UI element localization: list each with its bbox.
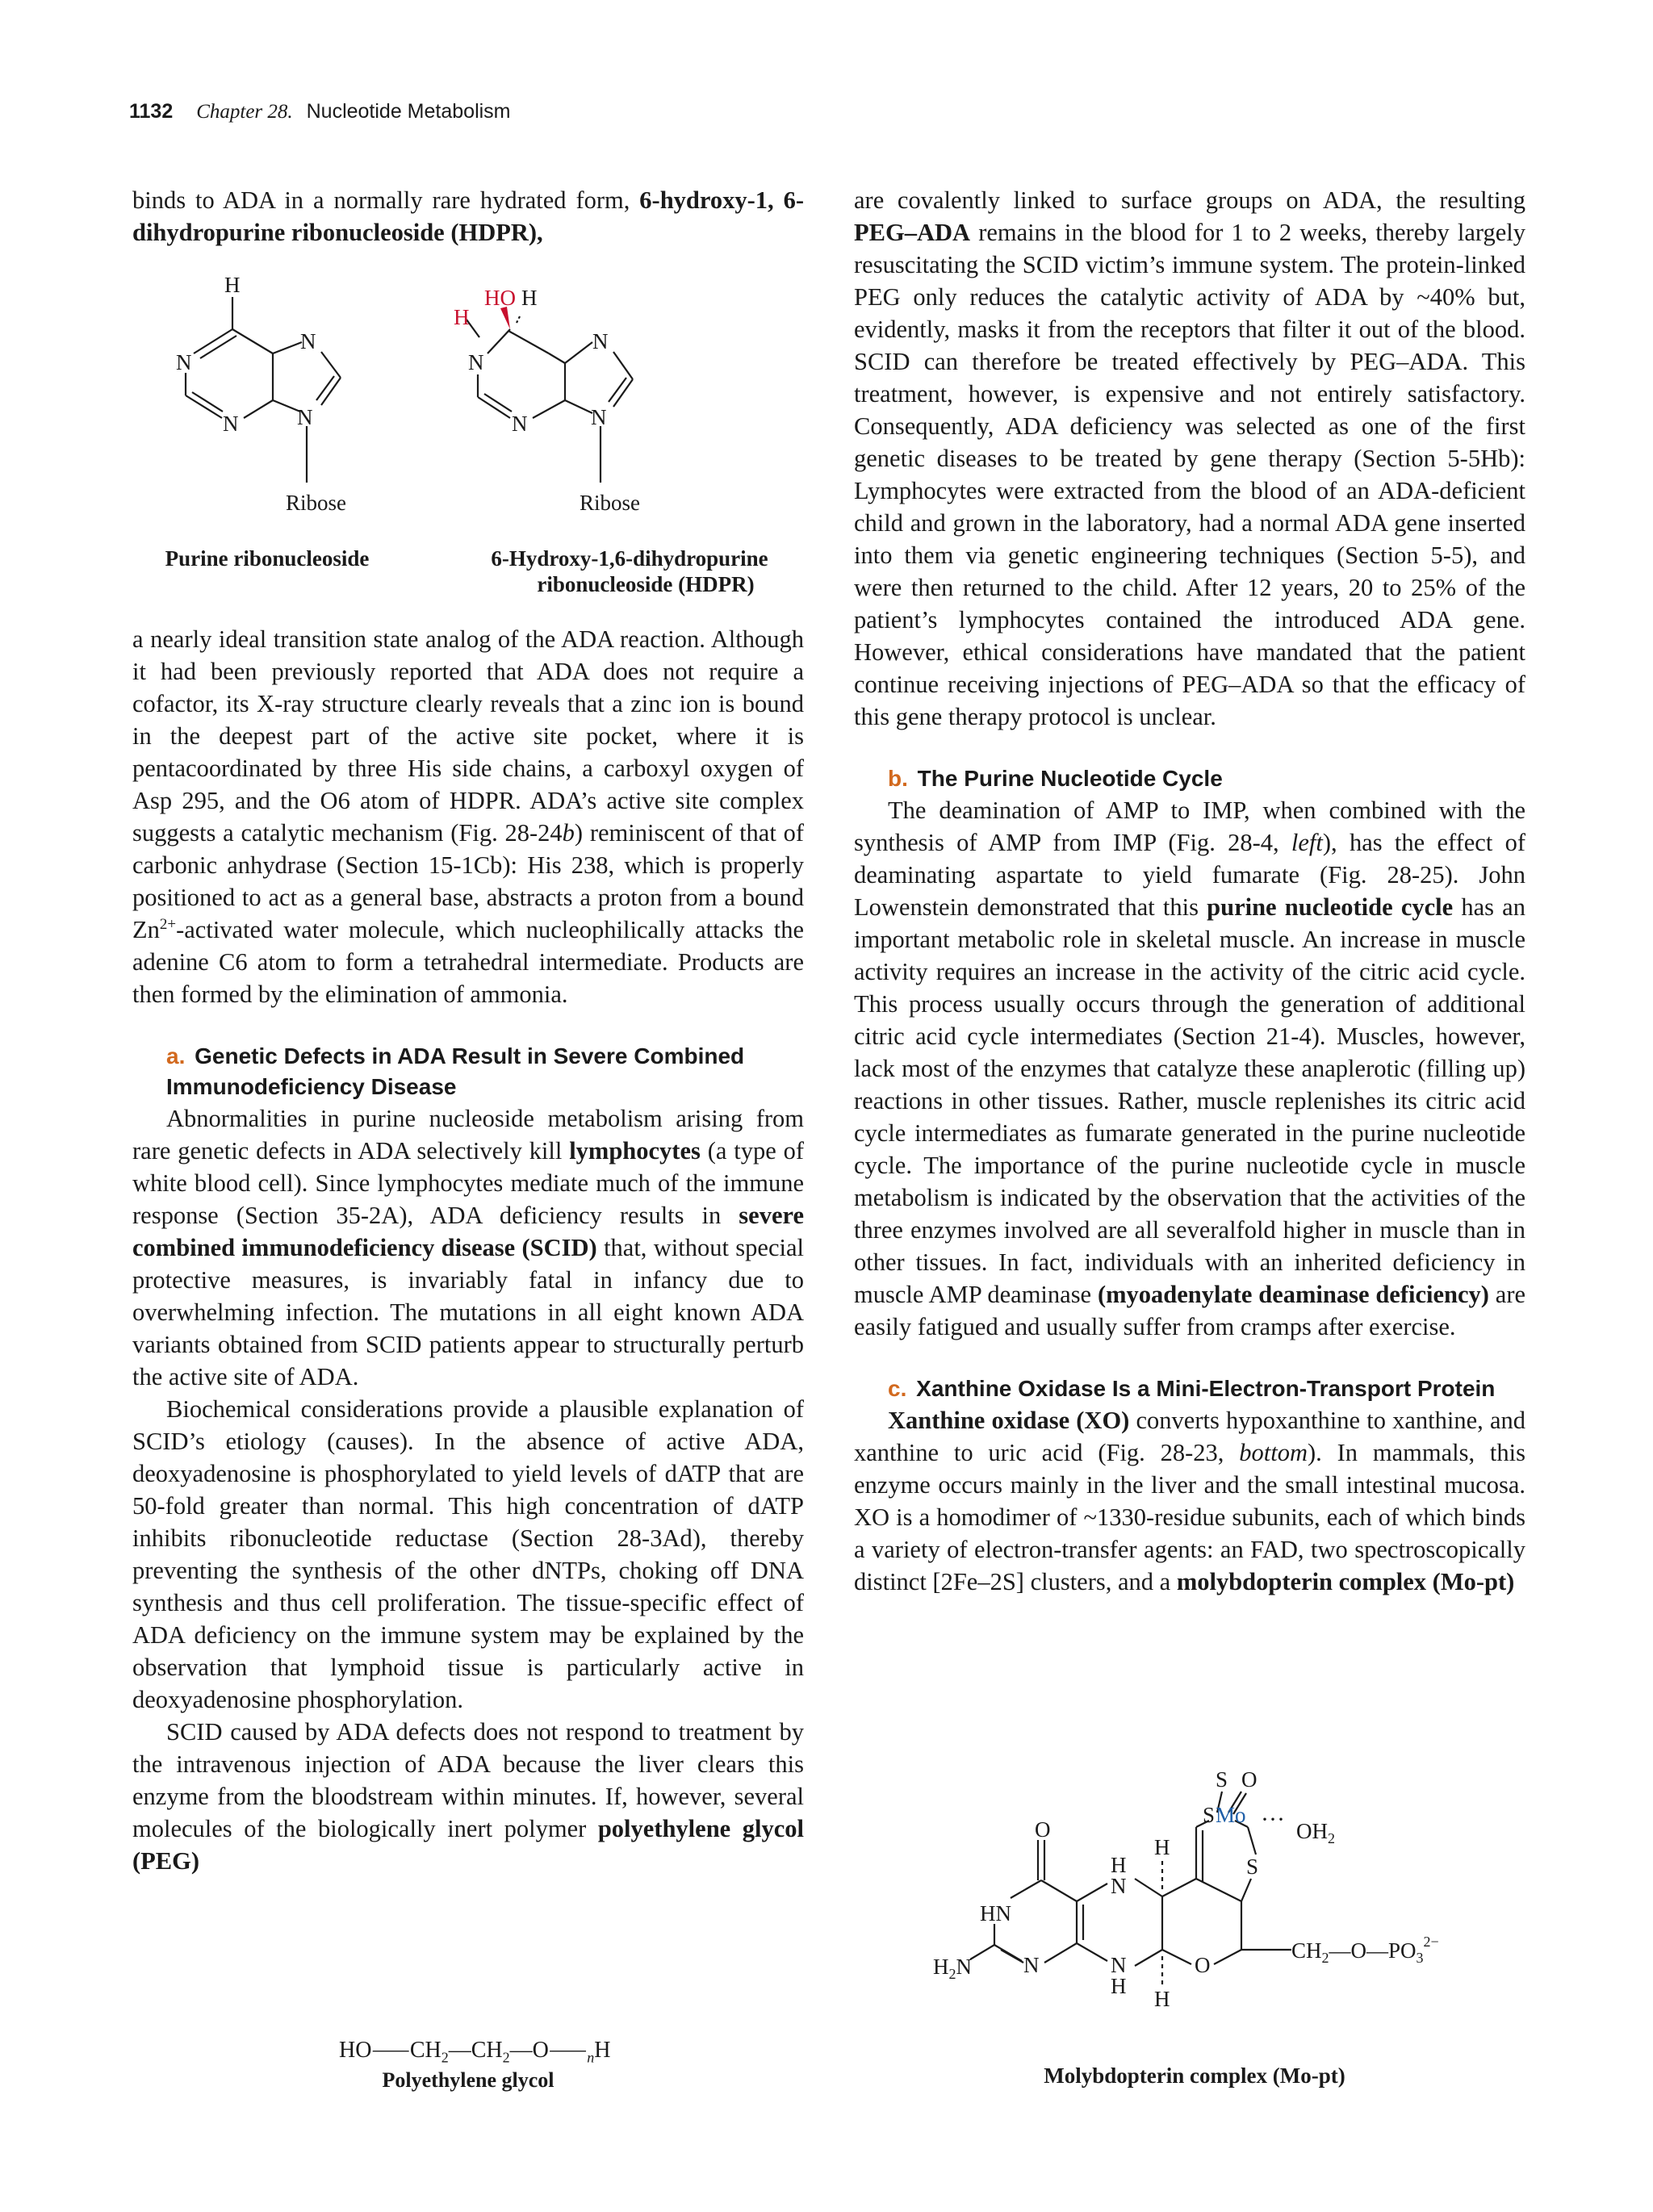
atom-label: O xyxy=(1195,1953,1211,1977)
text-run: (a type of white blood cell). Since lymphocytes mediate much of the immune response (Section 35-2A), ADA deficiency results in xyxy=(132,1137,804,1229)
caption-line: 6-Hydroxy-1,6-dihydropurine xyxy=(491,546,768,571)
purine-structures-svg xyxy=(129,266,807,533)
text-run: are easily fatigued and usually suffer from cramps after exercise. xyxy=(854,1281,1526,1340)
section-title: Xanthine Oxidase Is a Mini-Electron-Transport Protein xyxy=(916,1376,1496,1401)
wedge-bond xyxy=(500,307,510,329)
left-column-main xyxy=(132,623,804,1877)
atom-label: H xyxy=(1111,1974,1127,1998)
atom-label: N xyxy=(300,329,316,353)
text-run: a nearly ideal transition state analog of the ADA reaction. Although it had been previously reported that ADA does not require a cofactor, its X-ray structure clearly reveals that a zinc ion is bound in the deepest part of the active site pocket, where it is pentacoordinated by three His side chains, a carboxyl oxygen of Asp 295, and the O6 atom of HDPR. ADA’s active site complex suggests a catalytic mechanism (Fig. 28-24 xyxy=(132,625,804,847)
section-letter: b. xyxy=(888,766,908,791)
paragraph-peg-ada xyxy=(854,184,1525,733)
atom-label: S xyxy=(1246,1854,1259,1879)
text-run: ) reminiscent of that of carbonic anhydrase (Section 15-1Cb): His 238, which is properly positioned to act as a general base, abstracts a proton from a bound Zn xyxy=(132,819,804,943)
atom-label: N xyxy=(512,412,528,436)
page-header xyxy=(129,100,511,123)
caption-hdpr xyxy=(452,546,807,597)
bold-term: (myoadenylate deaminase deficiency) xyxy=(1097,1281,1489,1308)
atom-label: H xyxy=(224,273,241,297)
chapter-label: Chapter 28. xyxy=(196,101,293,123)
left-column-top xyxy=(132,184,804,249)
atom-label: N xyxy=(1111,1874,1127,1898)
bold-term: lymphocytes xyxy=(569,1137,701,1165)
text-run: has an important metabolic role in skeletal muscle. An increase in muscle activity requires an increase in the activity of the citric acid cycle. This process usually occurs through the generation of additional citric acid cycle intermediates (Section 21-4). Muscles, however, lack most of the enzymes that catalyze these anaplerotic (filling up) reactions in other tissues. Rather, muscle replenishes its citric acid cycle intermediates as fumarate generated in the purine nucleotide cycle. The importance of the purine nucleotide cycle in muscle metabolism is indicated by the observation that the activities of the three enzymes involved are all severalfold higher in muscle than in other tissues. In fact, individuals with an inherited deficiency in muscle AMP deaminase xyxy=(854,893,1525,1308)
atom-label: S xyxy=(1216,1767,1228,1792)
atom-label: H xyxy=(1154,1835,1170,1859)
section-heading-b xyxy=(888,763,1525,794)
page-number: 1132 xyxy=(129,100,174,123)
atom-label: H xyxy=(521,286,538,310)
text-run: that, without special protective measures, is invariably fatal in infancy due to overwhelming infection. The mutations in all eight known ADA variants obtained from SCID patients appear to structurally perturb the active site of ADA. xyxy=(132,1234,804,1390)
section-heading-c xyxy=(888,1374,1525,1404)
superscript: 2+ xyxy=(159,915,177,933)
atom-label: O xyxy=(1241,1767,1258,1792)
formula-part: H xyxy=(594,2038,611,2063)
atom-label: N xyxy=(1111,1953,1127,1977)
text-run: The deamination of AMP to IMP, when combined with the synthesis of AMP from IMP (Fig. 28-4, xyxy=(854,797,1525,856)
paragraph-purine-cycle xyxy=(854,794,1525,1343)
text-run: ), has the effect of deaminating aspartate to yield fumarate (Fig. 28-25). John Lowenstein demonstrated that this xyxy=(854,829,1525,921)
text-run: remains in the blood for 1 to 2 weeks, thereby largely resuscitating the SCID victim’s immune system. The protein-linked PEG only reduces the catalytic activity of ADA by ~40% but, evidently, masks it from the receptors that filter it out of the blood. SCID can therefore be treated effectively by PEG–ADA. This treatment, however, is expensive and not entirely satisfactory. Consequently, ADA deficiency was selected as one of the first genetic diseases to be treated by gene therapy (Section 5-5Hb): Lymphocytes were extracted from the blood of an ADA-deficient child and grown in the laboratory, had a normal ADA gene inserted into them via genetic engineering techniques (Section 5-5), and were then returned to the child. After 12 years, 20 to 25% of the patient’s lymphocytes contained the introduced ADA gene. However, ethical considerations have mandated that the patient continue receiving injections of PEG–ADA so that the efficacy of this gene therapy protocol is unclear. xyxy=(854,219,1525,730)
figure-peg-formula xyxy=(339,2032,611,2067)
bold-term: purine nucleotide cycle xyxy=(1207,893,1454,921)
bracket: ⸺ xyxy=(371,2038,410,2063)
text-run: are covalently linked to surface groups on ADA, the resulting xyxy=(854,186,1525,214)
section-letter: a. xyxy=(166,1043,186,1068)
caption-line: ribonucleoside (HDPR) xyxy=(537,572,755,596)
bold-term: severe combined immunodeficiency disease (SCID) xyxy=(132,1202,804,1261)
atom-label: $H_2N$ xyxy=(933,1955,972,1982)
section-title: Genetic Defects in ADA Result in Severe Combined Immunodeficiency Disease xyxy=(166,1043,745,1099)
atom-label: H xyxy=(1111,1853,1127,1877)
formula-part: $CH_2—CH_2—O$ xyxy=(409,2038,549,2066)
atom-label: O xyxy=(1035,1817,1051,1842)
molybdenum-label: Mo xyxy=(1216,1803,1246,1827)
figure-purine-structures xyxy=(129,266,807,537)
hydroxyl-label: HO xyxy=(484,286,516,310)
bold-term: molybdopterin complex (Mo-pt) xyxy=(1176,1568,1515,1595)
atom-label: N xyxy=(297,405,313,429)
bold-term: polyethylene glycol (PEG) xyxy=(132,1815,804,1875)
figure-molybdopterin xyxy=(896,1759,1509,2054)
mopt-labels xyxy=(933,1767,1439,2011)
right-column xyxy=(854,184,1525,1598)
subscript-n: n xyxy=(587,2049,595,2066)
ribose-label: Ribose xyxy=(580,491,641,515)
bracket: ⸺ xyxy=(548,2038,588,2063)
water-label: $OH_2$ xyxy=(1296,1819,1335,1846)
bold-term: Xanthine oxidase (XO) xyxy=(888,1407,1130,1434)
paragraph-etiology: Biochemical considerations provide a plausible explanation of SCID’s etiology (causes). In the absence of active ADA, deoxyadenosine is phosphorylated to yield levels of dATP that are 50-fold greater than normal. This high concentration of dATP inhibits ribonucleotide reductase (Section 28-3Ad), thereby preventing the synthesis of the other dNTPs, choking off DNA synthesis and thus cell proliferation. The tissue-specific effect of ADA deficiency on the immune system may be explained by the observation that lymphoid tissue is particularly active in deoxyadenosine phosphorylation. xyxy=(132,1395,804,1713)
formula-part: HO xyxy=(339,2038,372,2063)
atom-label: S xyxy=(1203,1803,1216,1827)
bold-term-hdpr: 6-hydroxy-1, 6-dihydropurine ribonucleoside (HDPR), xyxy=(132,186,804,246)
coordination-dots: ··· xyxy=(1261,1806,1285,1833)
atom-label: H xyxy=(1154,1987,1170,2011)
paragraph-scid xyxy=(132,1102,804,1393)
paragraph-hdpr-intro xyxy=(132,184,804,249)
caption-molybdopterin: Molybdopterin complex (Mo-pt) xyxy=(1044,2064,1345,2088)
molybdopterin-svg xyxy=(896,1759,1509,2050)
text-run: binds to ADA in a normally rare hydrated form, xyxy=(132,186,640,214)
text-run: -activated water molecule, which nucleophilically attacks the adenine C6 atom to form a tetrahedral intermediate. Products are then formed by the elimination of ammonia. xyxy=(132,916,804,1008)
section-letter: c. xyxy=(888,1376,907,1401)
section-title: The Purine Nucleotide Cycle xyxy=(917,766,1223,791)
ribose-label: Ribose xyxy=(286,491,347,515)
paragraph-transition-state xyxy=(132,623,804,1010)
section-heading-a xyxy=(166,1041,804,1102)
italic-run: bottom xyxy=(1239,1439,1308,1466)
caption-purine-ribonucleoside: Purine ribonucleoside xyxy=(165,546,370,571)
italic-run: left xyxy=(1291,829,1323,856)
atom-label: N xyxy=(1023,1953,1040,1977)
text-run: SCID caused by ADA defects does not respond to treatment by the intravenous injection of ADA because the liver clears this enzyme from the bloodstream within minutes. If, however, several molecules of the biologically inert polymer xyxy=(132,1718,804,1842)
phosphate-label: $CH_2—O—PO_3^{2-}$ xyxy=(1291,1934,1439,1966)
text-run: ). In mammals, this enzyme occurs mainly in the liver and the small intestinal mucosa. XO is a homodimer of ~1330-residue subunits, each of which binds a variety of electron-transfer agents: an FAD, two spectroscopically distinct [2Fe–2S] clusters, and a xyxy=(854,1439,1525,1595)
text-run: converts hypoxanthine to xanthine, and xanthine to uric acid (Fig. 28-23, xyxy=(854,1407,1525,1466)
chapter-title: Nucleotide Metabolism xyxy=(306,100,511,123)
atom-label: HN xyxy=(980,1901,1011,1926)
bold-term: PEG–ADA xyxy=(854,219,971,246)
atom-label: N xyxy=(176,350,192,374)
atom-label: N xyxy=(591,405,607,429)
atom-label: N xyxy=(592,329,609,353)
atom-label-red: H xyxy=(454,305,470,329)
atom-label: N xyxy=(468,350,484,374)
italic-run: b xyxy=(562,819,575,847)
paragraph-xanthine-oxidase xyxy=(854,1404,1525,1598)
atom-label: N xyxy=(223,412,239,436)
caption-peg: Polyethylene glycol xyxy=(382,2068,554,2092)
paragraph-peg xyxy=(132,1716,804,1877)
text-run: Abnormalities in purine nucleoside metabolism arising from rare genetic defects in ADA selectively kill xyxy=(132,1105,804,1165)
